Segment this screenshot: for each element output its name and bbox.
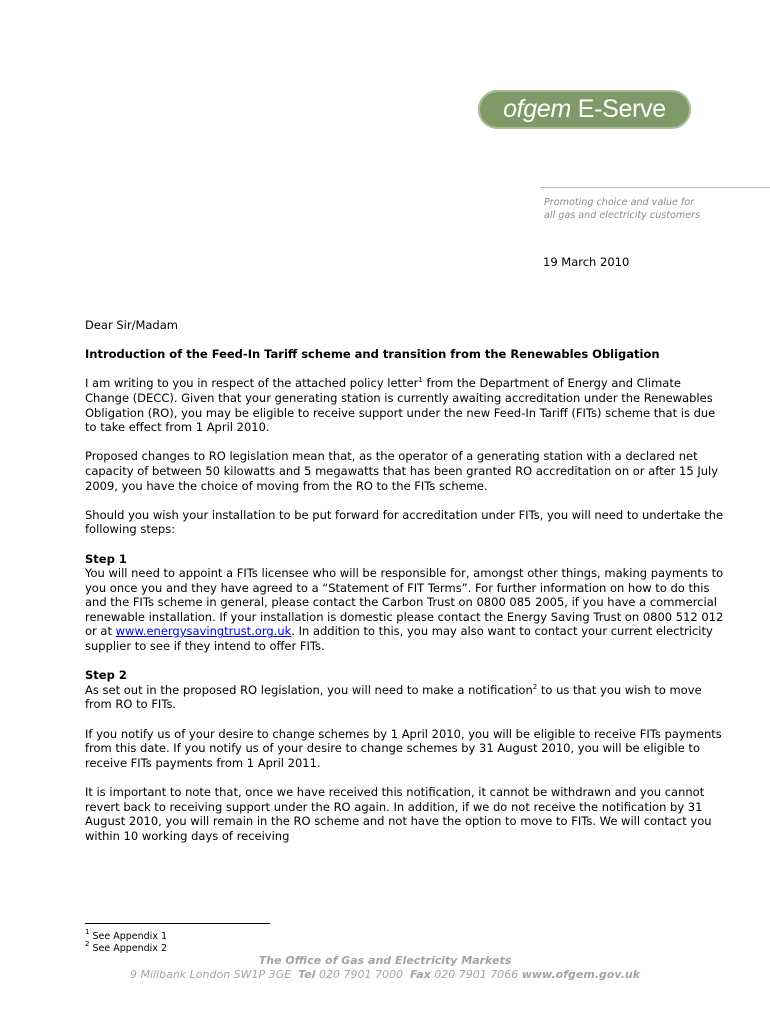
salutation: Dear Sir/Madam — [85, 318, 178, 332]
step-1-text — [85, 566, 725, 654]
footer-website: www.ofgem.gov.uk — [521, 968, 641, 981]
logo-brand: ofgem — [503, 95, 572, 123]
footnote-2-text: See Appendix 2 — [89, 943, 168, 954]
footnote-ref-2: 2 — [532, 682, 538, 691]
footer-tel-label: Tel — [298, 968, 316, 981]
footnote-2-number: 2 — [85, 940, 90, 948]
footnotes — [85, 928, 168, 955]
letter-body — [85, 318, 725, 858]
footer-fax-label: Fax — [409, 968, 431, 981]
step-2-text-a: As set out in the proposed RO legislation, you will need to make a notification — [85, 682, 533, 697]
footnote-1 — [85, 928, 168, 943]
step-1-title: Step 1 — [85, 551, 127, 566]
footer-street: 9 Millbank London SW1P 3GE — [129, 968, 292, 981]
paragraph-3: Should you wish your installation to be put forward for accreditation under FITs, you will need to undertake the following steps: — [85, 507, 724, 537]
paragraph-4: If you notify us of your desire to change schemes by 1 April 2010, you will be eligible to receive FITs payments from this date. If you notify us of your desire to change schemes by 31 August 2010, you will be eligible to receive FITs payments from 1 April 2011. — [85, 726, 722, 770]
letter-date: 19 March 2010 — [543, 255, 630, 269]
footnote-divider — [85, 923, 270, 924]
letter-heading: Introduction of the Feed-In Tariff scheme and transition from the Renewables Obligation — [85, 347, 660, 362]
step-1-text-a: You will need to appoint a FITs licensee who will be responsible for, amongst other things, making payments to you once you and they have agreed to a “Statement of FIT Terms”. For further information on how to do this and the FITs scheme in general, please contact the Carbon Trust on 0800 085 2005, if you have a commercial renewable installation. If your installation is domestic please contact the Energy Saving Trust on 0800 512 012 or at — [85, 566, 724, 639]
tagline-line-1: Promoting choice and value for — [544, 197, 695, 208]
tagline — [544, 196, 700, 222]
footnote-1-text: See Appendix 1 — [89, 931, 168, 942]
step-1-text-b: . In addition to this, you may also want to contact your current electricity supplier to see if they intend to offer FITs. — [85, 624, 713, 654]
step-2-title: Step 2 — [85, 668, 127, 683]
paragraph-1-text-a: I am writing to you in respect of the attached policy letter — [85, 376, 419, 391]
ofgem-eserve-logo — [478, 90, 691, 129]
step-2-text — [85, 683, 725, 712]
paragraph-2: Proposed changes to RO legislation mean that, as the operator of a generating station with a declared net capacity of between 50 kilowatts and 5 megawatts that has been granted RO accreditation on or after 15 July 2009, you have the choice of moving from the RO to the FITs scheme. — [85, 449, 719, 493]
footer-title: The Office of Gas and Electricity Markets — [258, 954, 512, 967]
tagline-line-2: all gas and electricity customers — [544, 210, 701, 221]
logo-product: E-Serve — [577, 95, 666, 123]
paragraph-5: It is important to note that, once we have received this notification, it cannot be withdrawn and you cannot revert back to receiving support under the RO again. In addition, if we do not receive the notification by 31 August 2010, you will remain in the RO scheme and not have the option to move to FITs. We will contact you within 10 working days of receiving — [85, 785, 712, 843]
footer-address — [0, 968, 770, 981]
footnote-1-number: 1 — [85, 928, 90, 936]
footer-fax: 020 7901 7066 — [434, 968, 519, 981]
footnote-ref-1: 1 — [418, 376, 423, 385]
footer-tel: 020 7901 7000 — [318, 968, 403, 981]
header-divider — [540, 187, 770, 188]
paragraph-1 — [85, 376, 725, 434]
energy-saving-trust-link[interactable]: www.energysavingtrust.org.uk — [115, 624, 292, 639]
paragraph-1-text-b: from the Department of Energy and Climate Change (DECC). Given that your generating station is currently awaiting accreditation under the Renewables Obligation (RO), you may be eligible to receive support under the new Feed-In Tariff (FITs) scheme that is due to take effect from 1 April 2010. — [85, 376, 716, 435]
step-2-text-b: to us that you wish to move from RO to FITs. — [85, 682, 702, 712]
